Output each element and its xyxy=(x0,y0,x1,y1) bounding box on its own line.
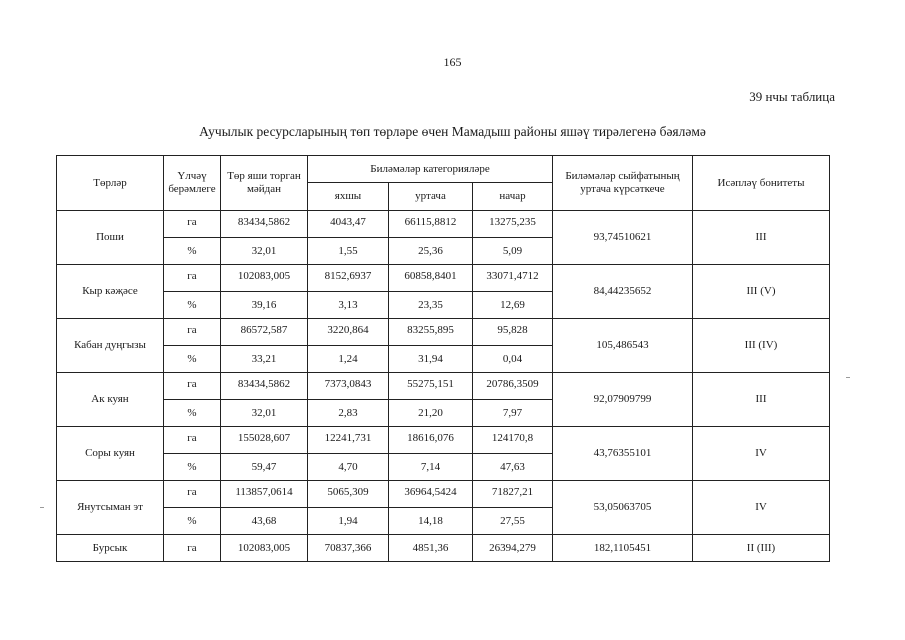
medium-cell: 18616,076 xyxy=(389,427,473,454)
good-cell: 1,94 xyxy=(308,508,389,535)
species-name: Поши xyxy=(57,211,164,265)
table-title: Аучылык ресурсларының төп төрләре өчен Мамадыш районы яшәү тирәлегенә бәяләмә xyxy=(199,124,706,139)
bonitet-cell: IV xyxy=(693,481,830,535)
bonitet-cell: IV xyxy=(693,427,830,481)
poor-cell: 27,55 xyxy=(473,508,553,535)
bonitet-cell: III xyxy=(693,211,830,265)
avg-quality-cell: 43,76355101 xyxy=(553,427,693,481)
last-row-poor-cell: 26394,279 xyxy=(473,535,553,562)
species-name: Кыр кәҗәсе xyxy=(57,265,164,319)
header-good: яхшы xyxy=(308,183,389,211)
bonitet-cell: III (IV) xyxy=(693,319,830,373)
total-area-cell: 43,68 xyxy=(221,508,308,535)
header-bonitet: Исәпләү бонитеты xyxy=(693,156,830,211)
scan-speck xyxy=(40,507,44,508)
last-row-medium-cell: 4851,36 xyxy=(389,535,473,562)
header-unit: Үлчәү берәмлеге xyxy=(164,156,221,211)
poor-cell: 5,09 xyxy=(473,238,553,265)
avg-quality-cell: 93,74510621 xyxy=(553,211,693,265)
good-cell: 7373,0843 xyxy=(308,373,389,400)
medium-cell: 60858,8401 xyxy=(389,265,473,292)
good-cell: 3,13 xyxy=(308,292,389,319)
total-area-cell: 33,21 xyxy=(221,346,308,373)
medium-cell: 36964,5424 xyxy=(389,481,473,508)
species-name: Ак куян xyxy=(57,373,164,427)
unit-cell: га xyxy=(164,427,221,454)
table-row xyxy=(57,211,830,238)
last-row-species-cell: Бурсык xyxy=(57,535,164,562)
medium-cell: 31,94 xyxy=(389,346,473,373)
unit-cell: га xyxy=(164,211,221,238)
bonitet-cell: III (V) xyxy=(693,265,830,319)
unit-cell: % xyxy=(164,454,221,481)
unit-cell: % xyxy=(164,400,221,427)
medium-cell: 55275,151 xyxy=(389,373,473,400)
header-row xyxy=(57,156,830,183)
total-area-cell: 83434,5862 xyxy=(221,373,308,400)
poor-cell: 13275,235 xyxy=(473,211,553,238)
bonitet-cell: III xyxy=(693,373,830,427)
total-area-cell: 32,01 xyxy=(221,238,308,265)
total-area-cell: 86572,587 xyxy=(221,319,308,346)
good-cell: 5065,309 xyxy=(308,481,389,508)
table-number: 39 нчы таблица xyxy=(749,89,835,104)
table-row xyxy=(57,319,830,346)
scan-speck xyxy=(846,377,850,378)
unit-cell: % xyxy=(164,346,221,373)
avg-quality-cell: 105,486543 xyxy=(553,319,693,373)
medium-cell: 14,18 xyxy=(389,508,473,535)
header-species: Төрләр xyxy=(57,156,164,211)
header-total-area: Төр яши торган мәйдан xyxy=(221,156,308,211)
last-row-bonitet-cell: II (III) xyxy=(693,535,830,562)
poor-cell: 0,04 xyxy=(473,346,553,373)
poor-cell: 47,63 xyxy=(473,454,553,481)
medium-cell: 83255,895 xyxy=(389,319,473,346)
medium-cell: 23,35 xyxy=(389,292,473,319)
total-area-cell: 113857,0614 xyxy=(221,481,308,508)
species-name: Янутсыман эт xyxy=(57,481,164,535)
unit-cell: га xyxy=(164,265,221,292)
medium-cell: 25,36 xyxy=(389,238,473,265)
good-cell: 8152,6937 xyxy=(308,265,389,292)
avg-quality-cell: 84,44235652 xyxy=(553,265,693,319)
poor-cell: 71827,21 xyxy=(473,481,553,508)
total-area-cell: 102083,005 xyxy=(221,265,308,292)
avg-quality-cell: 92,07909799 xyxy=(553,373,693,427)
unit-cell: % xyxy=(164,238,221,265)
avg-quality-cell: 53,05063705 xyxy=(553,481,693,535)
header-avg-quality: Биләмәләр сыйфатының уртача күрсәткече xyxy=(553,156,693,211)
poor-cell: 7,97 xyxy=(473,400,553,427)
poor-cell: 20786,3509 xyxy=(473,373,553,400)
good-cell: 1,24 xyxy=(308,346,389,373)
header-categories: Биләмәләр категорияләре xyxy=(308,156,553,183)
poor-cell: 124170,8 xyxy=(473,427,553,454)
poor-cell: 12,69 xyxy=(473,292,553,319)
good-cell: 4,70 xyxy=(308,454,389,481)
table-row xyxy=(57,373,830,400)
table-row xyxy=(57,535,830,562)
last-row-total-cell: 102083,005 xyxy=(221,535,308,562)
medium-cell: 21,20 xyxy=(389,400,473,427)
good-cell: 1,55 xyxy=(308,238,389,265)
last-row-avg-cell: 182,1105451 xyxy=(553,535,693,562)
unit-cell: га xyxy=(164,319,221,346)
total-area-cell: 155028,607 xyxy=(221,427,308,454)
good-cell: 2,83 xyxy=(308,400,389,427)
table-row xyxy=(57,265,830,292)
good-cell: 12241,731 xyxy=(308,427,389,454)
medium-cell: 7,14 xyxy=(389,454,473,481)
unit-cell: га xyxy=(164,481,221,508)
total-area-cell: 59,47 xyxy=(221,454,308,481)
poor-cell: 95,828 xyxy=(473,319,553,346)
total-area-cell: 39,16 xyxy=(221,292,308,319)
total-area-cell: 32,01 xyxy=(221,400,308,427)
species-name: Кабан дуңгызы xyxy=(57,319,164,373)
species-name: Соры куян xyxy=(57,427,164,481)
poor-cell: 33071,4712 xyxy=(473,265,553,292)
last-row-unit-cell: га xyxy=(164,535,221,562)
table-row xyxy=(57,427,830,454)
page-number: 165 xyxy=(443,55,462,69)
habitat-assessment-table xyxy=(56,155,830,562)
header-medium: уртача xyxy=(389,183,473,211)
medium-cell: 66115,8812 xyxy=(389,211,473,238)
unit-cell: % xyxy=(164,292,221,319)
unit-cell: га xyxy=(164,373,221,400)
table-row xyxy=(57,481,830,508)
good-cell: 4043,47 xyxy=(308,211,389,238)
header-poor: начар xyxy=(473,183,553,211)
last-row-good-cell: 70837,366 xyxy=(308,535,389,562)
total-area-cell: 83434,5862 xyxy=(221,211,308,238)
unit-cell: % xyxy=(164,508,221,535)
good-cell: 3220,864 xyxy=(308,319,389,346)
